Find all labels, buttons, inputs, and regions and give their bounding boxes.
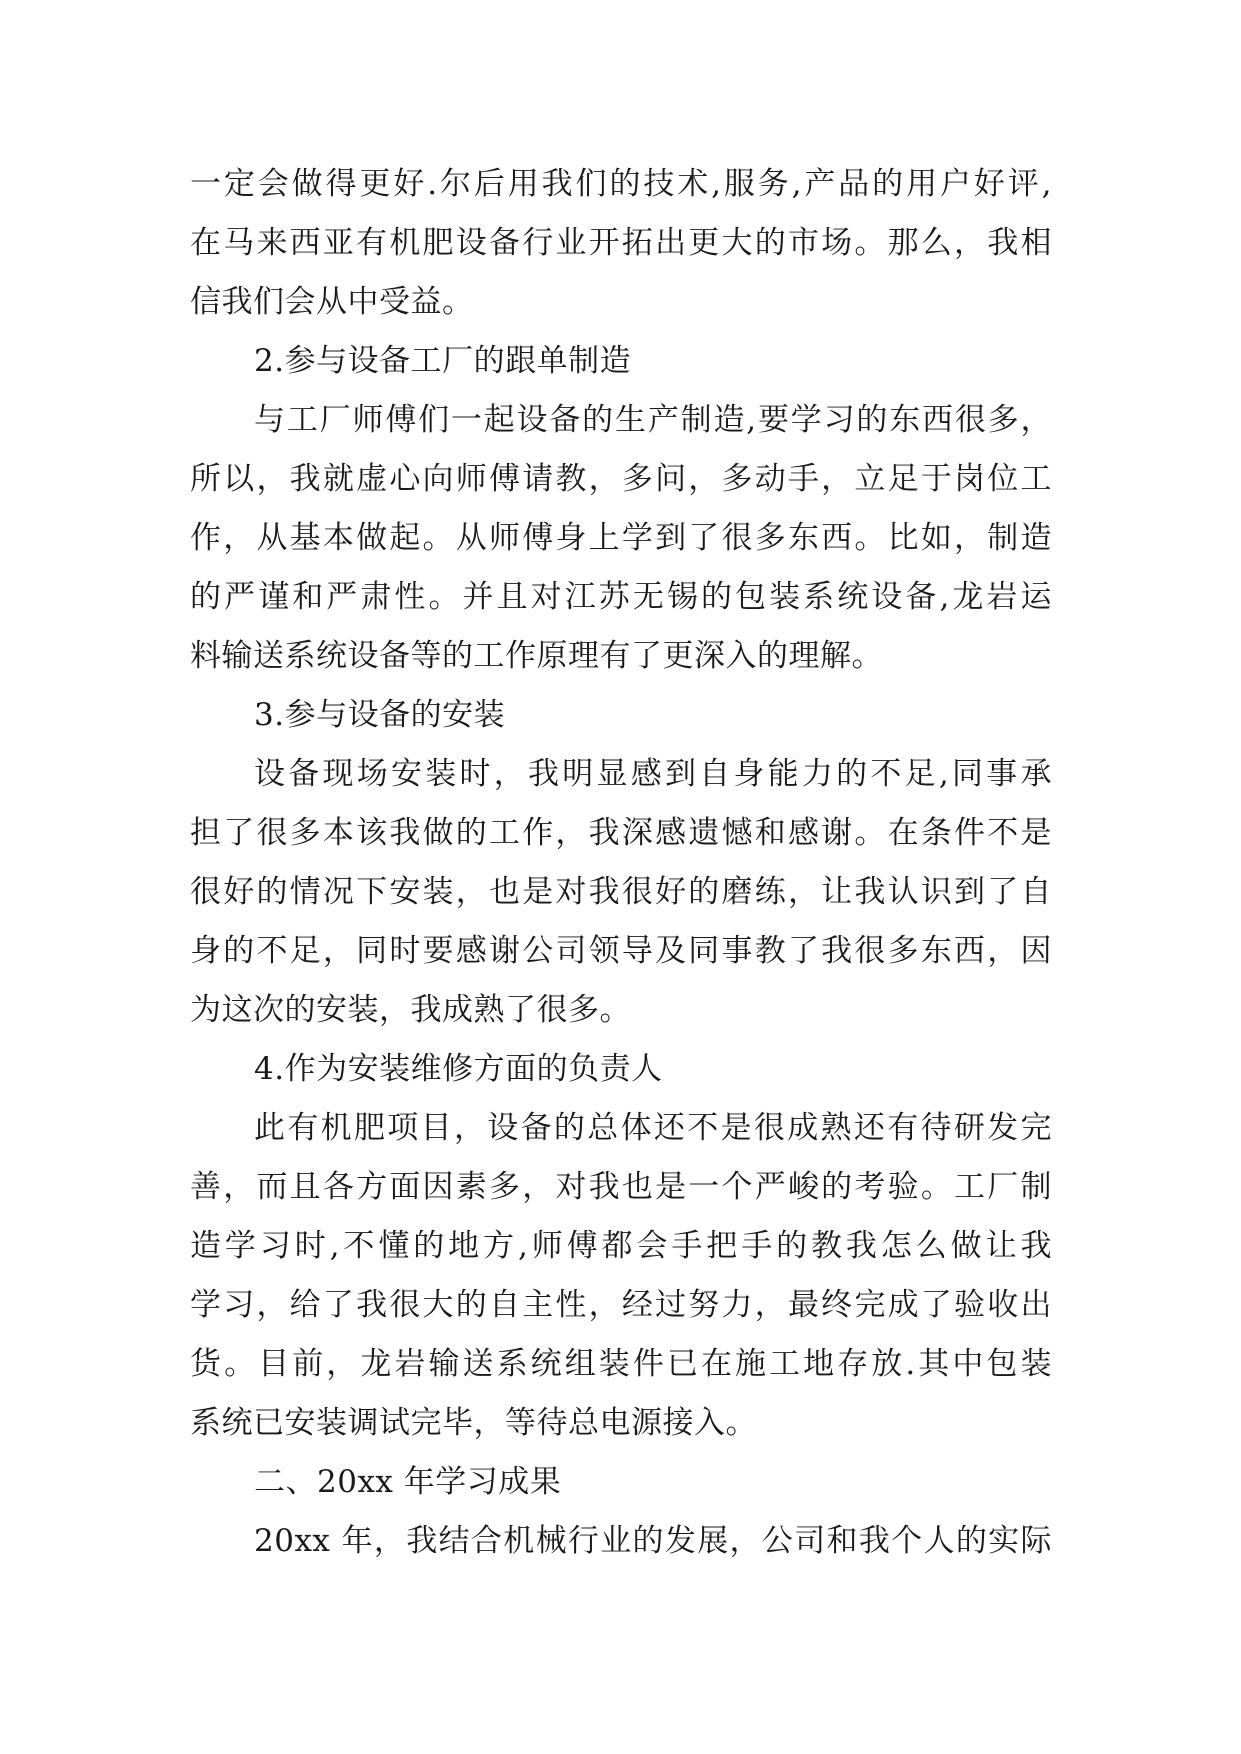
text-line: 很好的情况下安装，也是对我很好的磨练，让我认识到了自 [190,874,1052,910]
document-body [190,155,1052,1571]
text-line: 信我们会从中受益。 [190,284,474,320]
text-line: 与工厂师傅们一起设备的生产制造,要学习的东西很多， [254,402,1052,438]
section-heading: 3.参与设备的安装 [254,697,506,733]
text-line: 料输送系统设备等的工作原理有了更深入的理解。 [190,638,883,674]
text-line: 担了很多本该我做的工作，我深感遗憾和感谢。在条件不是 [190,815,1052,851]
text-line: 身的不足，同时要感谢公司领导及同事教了我很多东西，因 [190,933,1052,969]
text-line: 在马来西亚有机肥设备行业开拓出更大的市场。那么，我相 [190,225,1052,261]
section-heading: 二、20xx 年学习成果 [254,1464,562,1500]
text-line: 学习，给了我很大的自主性，经过努力，最终完成了验收出 [190,1287,1052,1323]
section-heading: 4.作为安装维修方面的负责人 [254,1051,663,1087]
text-line: 一定会做得更好.尔后用我们的技术,服务,产品的用户好评, [190,166,1052,202]
text-line: 货。目前，龙岩输送系统组装件已在施工地存放.其中包装 [190,1346,1052,1382]
text-line: 造学习时,不懂的地方,师傅都会手把手的教我怎么做让我 [190,1228,1052,1264]
text-line: 20xx 年，我结合机械行业的发展，公司和我个人的实际 [254,1523,1052,1559]
text-line: 此有机肥项目，设备的总体还不是很成熟还有待研发完 [254,1110,1052,1146]
text-line: 的严谨和严肃性。并且对江苏无锡的包装系统设备,龙岩运 [190,579,1052,615]
text-line: 系统已安装调试完毕，等待总电源接入。 [190,1405,757,1441]
text-line: 所以，我就虚心向师傅请教，多问，多动手，立足于岗位工 [190,461,1052,497]
text-line: 作，从基本做起。从师傅身上学到了很多东西。比如，制造 [190,520,1052,556]
text-line: 善，而且各方面因素多，对我也是一个严峻的考验。工厂制 [190,1169,1052,1205]
text-line: 为这次的安装，我成熟了很多。 [190,992,631,1028]
section-heading: 2.参与设备工厂的跟单制造 [254,343,632,379]
text-line: 设备现场安装时，我明显感到自身能力的不足,同事承 [254,756,1052,792]
